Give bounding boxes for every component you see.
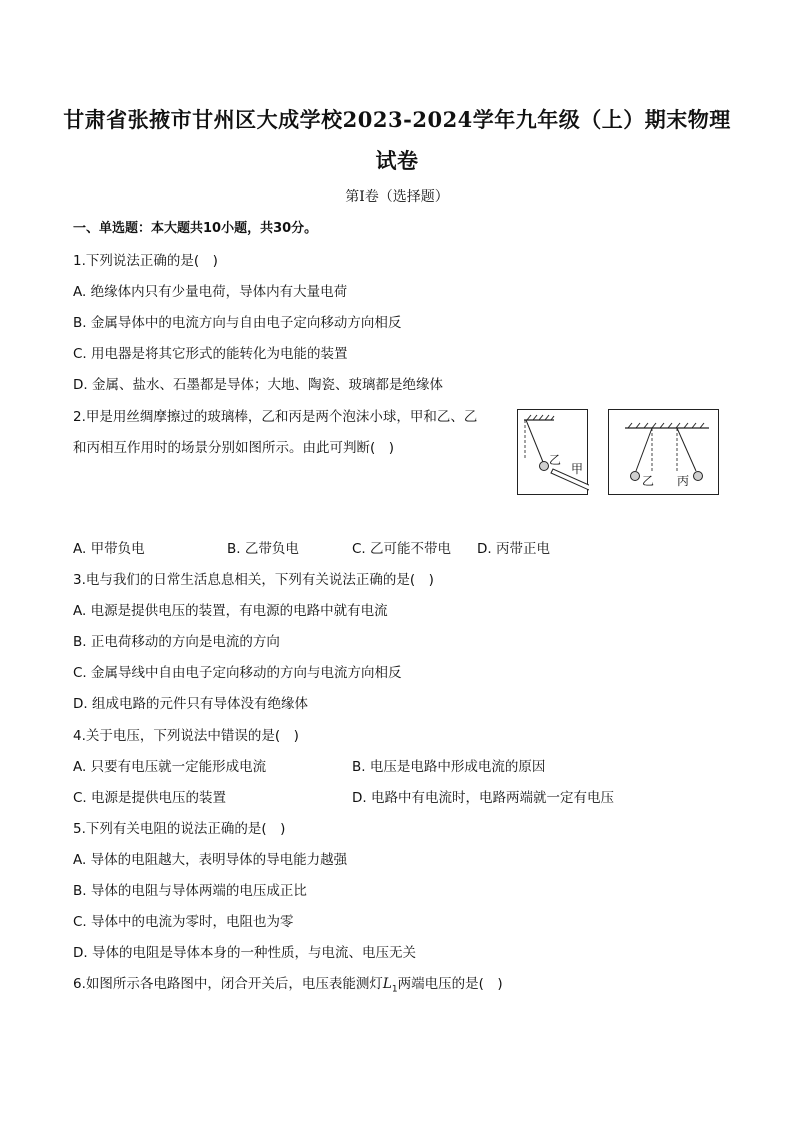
q4-stem: 4.关于电压，下列说法中错误的是( ) [73, 728, 299, 744]
exam-title-line2: 试卷 [375, 148, 419, 173]
q2-figure-right [608, 409, 719, 495]
q1-option-a: A. 绝缘体内只有少量电荷，导体内有大量电荷 [73, 284, 348, 300]
label-jia: 甲 [571, 462, 584, 476]
q6-stem-pre: 6.如图所示各电路图中，闭合开关后，电压表能测灯 [73, 976, 383, 992]
q2-option-a: A. 甲带负电 [73, 541, 145, 557]
q6-lamp-symbol: L [382, 976, 392, 992]
q3-option-d: D. 组成电路的元件只有导体没有绝缘体 [73, 696, 308, 712]
q3-option-b: B. 正电荷移动的方向是电流的方向 [73, 634, 280, 650]
label-yi: 乙 [549, 453, 562, 467]
q2-figure-right-drawing [609, 410, 720, 496]
q6-lamp-subscript: 1 [391, 984, 398, 995]
q2-stem-line2: 和丙相互作用时的场景分别如图所示。由此可判断( ) [73, 440, 395, 456]
q6-stem-post: 两端电压的是( ) [397, 976, 503, 992]
q2-stem-line1: 2.甲是用丝绸摩擦过的玻璃棒，乙和丙是两个泡沫小球，甲和乙、乙 [73, 409, 478, 425]
q3-option-c: C. 金属导线中自由电子定向移动的方向与电流方向相反 [73, 665, 402, 681]
q5-option-d: D. 导体的电阻是导体本身的一种性质，与电流、电压无关 [73, 945, 416, 961]
q4-option-d: D. 电路中有电流时，电路两端就一定有电压 [352, 790, 614, 806]
q5-option-b: B. 导体的电阻与导体两端的电压成正比 [73, 883, 307, 899]
q3-stem: 3.电与我们的日常生活息息相关，下列有关说法正确的是( ) [73, 572, 434, 588]
q4-option-a: A. 只要有电压就一定能形成电流 [73, 759, 267, 775]
q4-option-b: B. 电压是电路中形成电流的原因 [352, 759, 546, 775]
q2-figure-left [517, 409, 588, 495]
q2-option-c: C. 乙可能不带电 [352, 541, 452, 557]
exam-title-line1: 甘肃省张掖市甘州区大成学校2023-2024学年九年级（上）期末物理 [63, 107, 731, 132]
q4-option-c: C. 电源是提供电压的装置 [73, 790, 227, 806]
q2-option-b: B. 乙带负电 [227, 541, 299, 557]
q1-option-c: C. 用电器是将其它形式的能转化为电能的装置 [73, 346, 348, 362]
q2-option-d: D. 丙带正电 [477, 541, 550, 557]
q5-option-a: A. 导体的电阻越大，表明导体的导电能力越强 [73, 852, 348, 868]
q1-stem: 1.下列说法正确的是( ) [73, 253, 218, 269]
q1-option-d: D. 金属、盐水、石墨都是导体；大地、陶瓷、玻璃都是绝缘体 [73, 377, 443, 393]
q5-stem: 5.下列有关电阻的说法正确的是( ) [73, 821, 286, 837]
label-bing: 丙 [677, 474, 690, 488]
q3-option-a: A. 电源是提供电压的装置，有电源的电路中就有电流 [73, 603, 388, 619]
q5-option-c: C. 导体中的电流为零时，电阻也为零 [73, 914, 294, 930]
q1-option-b: B. 金属导体中的电流方向与自由电子定向移动方向相反 [73, 315, 402, 331]
section-heading: 一、单选题：本大题共10小题，共30分。 [73, 221, 318, 236]
label-yi-2: 乙 [642, 474, 655, 488]
part-subtitle: 第Ⅰ卷（选择题） [345, 189, 449, 205]
q6-stem [73, 972, 503, 995]
